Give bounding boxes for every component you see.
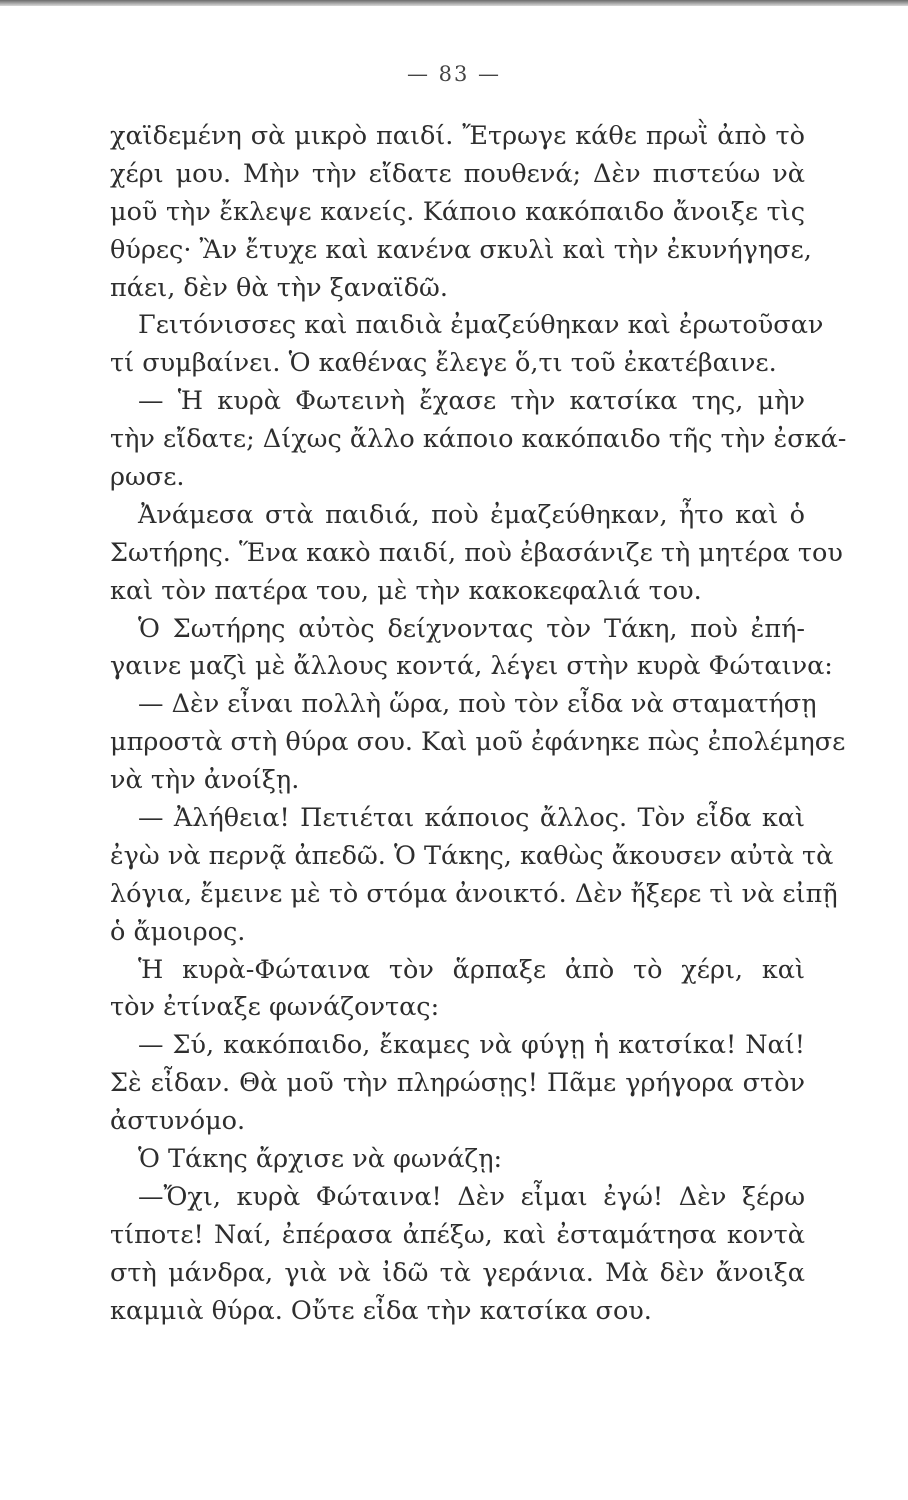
text-line: χέρι μου. Μὴν τὴν εἴδατε πουθενά; Δὲν πιστεύω νὰ <box>110 158 805 189</box>
text-line: καὶ τὸν πατέρα του, μὲ τὴν κακοκεφαλιά του. <box>110 575 702 606</box>
text-line: ρωσε. <box>110 462 185 493</box>
text-line: στὴ μάνδρα, γιὰ νὰ ἰδῶ τὰ γεράνια. Μὰ δὲν ἄνοιξα <box>110 1257 805 1288</box>
text-line: Γειτόνισσες καὶ παιδιὰ ἐμαζεύθηκαν καὶ ἐρωτοῦσαν <box>138 310 824 341</box>
text-line: ἀστυνόμο. <box>110 1106 246 1137</box>
text-line: ὁ ἄμοιρος. <box>110 916 246 947</box>
text-line: τί συμβαίνει. Ὁ καθένας ἔλεγε ὅ,τι τοῦ ἐκατέβαινε. <box>110 348 777 379</box>
text-line: πάει, δὲν θὰ τὴν ξαναϊδῶ. <box>110 272 448 303</box>
text-line: — Ἡ κυρὰ Φωτεινὴ ἔχασε τὴν κατσίκα της, μὴν <box>138 386 805 417</box>
text-line: τὸν ἐτίναξε φωνάζοντας: <box>110 992 440 1023</box>
text-line: τίποτε! Ναί, ἐπέρασα ἀπέξω, καὶ ἐσταμάτησα κοντὰ <box>110 1219 805 1250</box>
text-line: Ὁ Σωτήρης αὐτὸς δείχνοντας τὸν Τάκη, ποὺ ἐπή- <box>138 613 805 644</box>
text-line: θύρες· Ἂν ἔτυχε καὶ κανένα σκυλὶ καὶ τὴν ἐκυνήγησε, <box>110 234 812 265</box>
page-number: — 83 — <box>406 62 502 86</box>
text-line: — Σύ, κακόπαιδο, ἔκαμες νὰ φύγῃ ἡ κατσίκα! Ναί! <box>138 1030 805 1061</box>
text-line: —Ὄχι, κυρὰ Φώταινα! Δὲν εἶμαι ἐγώ! Δὲν ξέρω <box>138 1181 805 1212</box>
text-line: Σὲ εἶδαν. Θὰ μοῦ τὴν πληρώσῃς! Πᾶμε γρήγορα στὸν <box>110 1068 805 1099</box>
page-top-edge <box>0 0 908 6</box>
text-line: μοῦ τὴν ἔκλεψε κανείς. Κάποιο κακόπαιδο ἄνοιξε τὶς <box>110 196 805 227</box>
text-line: μπροστὰ στὴ θύρα σου. Καὶ μοῦ ἐφάνηκε πὼς ἐπολέμησε <box>110 727 846 758</box>
text-line: νὰ τὴν ἀνοίξῃ. <box>110 765 300 796</box>
text-line: χαϊδεμένη σὰ μικρὸ παιδί. Ἔτρωγε κάθε πρωῒ ἀπὸ τὸ <box>110 121 805 151</box>
text-line: — Δὲν εἶναι πολλὴ ὥρα, ποὺ τὸν εἶδα νὰ σταματήσῃ <box>138 689 817 720</box>
text-line: καμμιὰ θύρα. Οὔτε εἶδα τὴν κατσίκα σου. <box>110 1295 652 1326</box>
text-line: ἐγὼ νὰ περνᾷ ἀπεδῶ. Ὁ Τάκης, καθὼς ἄκουσεν αὐτὰ τὰ <box>110 840 834 871</box>
text-line: Ὁ Τάκης ἄρχισε νὰ φωνάζῃ: <box>138 1144 503 1175</box>
text-line: Ἡ κυρὰ-Φώταινα τὸν ἅρπαξε ἀπὸ τὸ χέρι, καὶ <box>138 954 805 985</box>
text-line: λόγια, ἔμεινε μὲ τὸ στόμα ἀνοικτό. Δὲν ἤξερε τὶ νὰ εἰπῇ <box>110 878 838 909</box>
text-line: τὴν εἴδατε; Δίχως ἄλλο κάποιο κακόπαιδο τῆς τὴν ἐσκά- <box>110 424 847 455</box>
text-line: — Ἀλήθεια! Πετιέται κάποιος ἄλλος. Τὸν εἶδα καὶ <box>138 803 805 834</box>
text-line: Σωτήρης. Ἕνα κακὸ παιδί, ποὺ ἐβασάνιζε τὴ μητέρα του <box>110 537 843 568</box>
body-text <box>110 118 847 1331</box>
text-line: Ἀνάμεσα στὰ παιδιά, ποὺ ἐμαζεύθηκαν, ἦτο καὶ ὁ <box>138 499 805 530</box>
text-line: γαινε μαζὶ μὲ ἄλλους κοντά, λέγει στὴν κυρὰ Φώταινα: <box>110 651 833 682</box>
